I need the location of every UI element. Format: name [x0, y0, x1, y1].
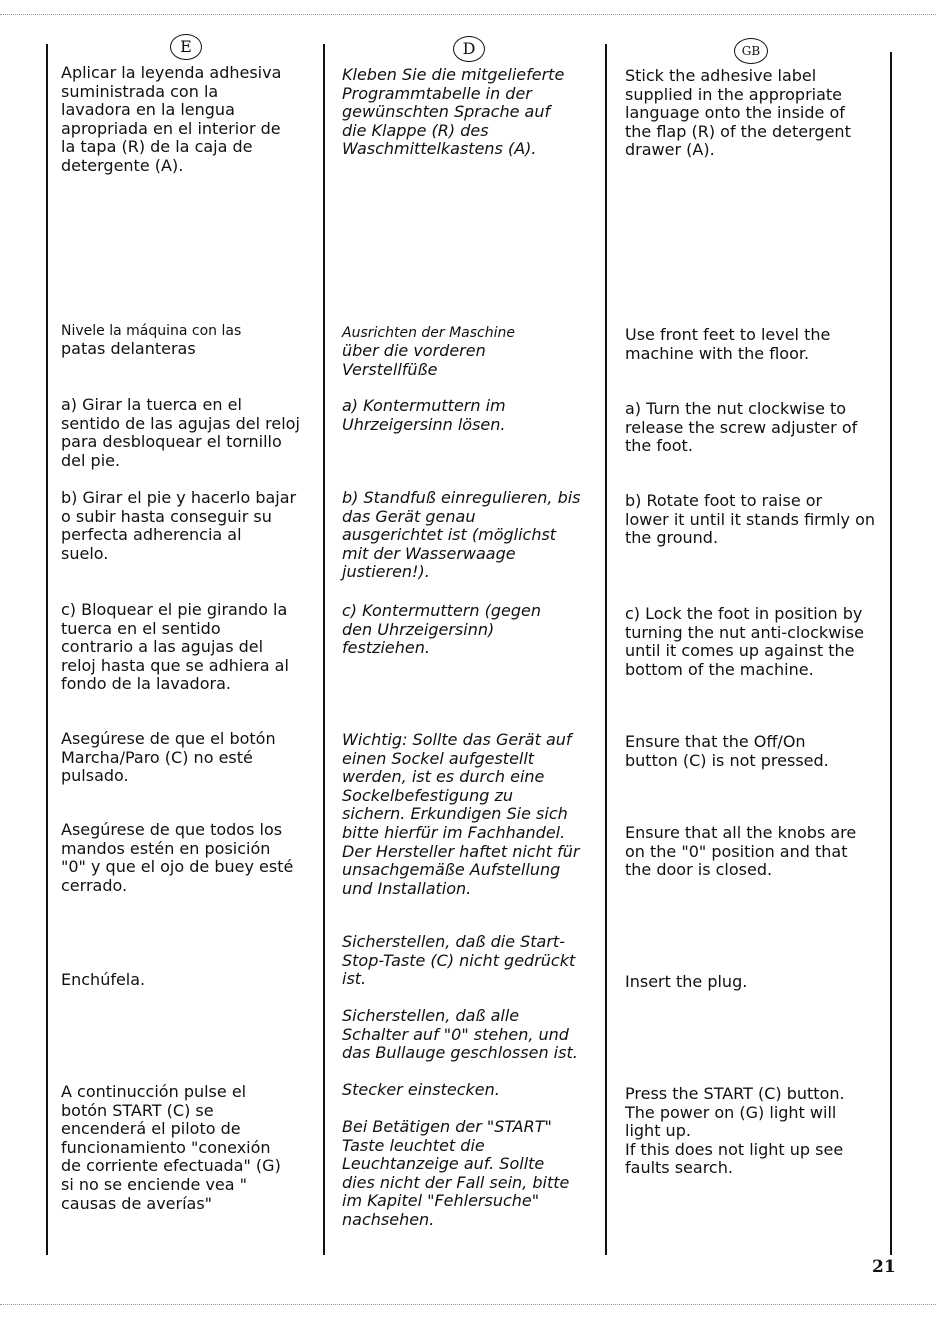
- gb-level-instruction: Use front feet to level the machine with the floor.: [625, 325, 831, 363]
- de-check-button: Sicherstellen, daß die Start- Stop-Taste (C) nicht gedrückt ist.: [342, 932, 576, 989]
- gb-label-instruction: Stick the adhesive label supplied in the appropriate language onto the inside of the flap (R) of the detergent drawer (A).: [625, 66, 851, 160]
- es-level-heading: Nivele la máquina con las: [61, 323, 242, 339]
- top-rule: [0, 14, 936, 15]
- column-rule-2: [605, 44, 607, 1255]
- de-step-c: c) Kontermuttern (gegen den Uhrzeigersinn) festziehen.: [342, 601, 541, 658]
- es-level-subheading: patas delanteras: [61, 339, 196, 358]
- language-badge-es: E: [170, 34, 202, 60]
- es-label-instruction: Aplicar la leyenda adhesiva suministrada con la lavadora en la lengua apropriada en el interior de la tapa (R) de la caja de detergente (A).: [61, 63, 282, 175]
- de-step-b: b) Standfuß einregulieren, bis das Gerät genau ausgerichtet ist (möglichst mit der Wasserwaage justieren!).: [342, 488, 581, 582]
- es-insert-plug: Enchúfela.: [61, 970, 146, 989]
- es-step-a: a) Girar la tuerca en el sentido de las agujas del reloj para desbloquear el tornillo del pie.: [61, 395, 300, 470]
- de-important-note: Wichtig: Sollte das Gerät auf einen Sockel aufgestellt werden, ist es durch eine Sockelbefestigung zu sichern. Erkundigen Sie sich bitte hierfür im Fachhandel. Der Hersteller haftet nicht für unsachgemäße Aufstellung und Installation.: [342, 730, 580, 898]
- es-check-knobs: Asegúrese de que todos los mandos estén en posición "0" y que el ojo de buey esté cerrado.: [61, 820, 294, 895]
- column-rule-1: [323, 44, 325, 1255]
- gb-check-button: Ensure that the Off/On button (C) is not pressed.: [625, 732, 829, 770]
- de-press-start: Bei Betätigen der "START" Taste leuchtet die Leuchtanzeige auf. Sollte dies nicht der Fall sein, bitte im Kapitel "Fehlersuche" nachsehen.: [342, 1117, 570, 1229]
- es-step-b: b) Girar el pie y hacerlo bajar o subir hasta conseguir su perfecta adherencia al suelo.: [61, 488, 297, 563]
- column-rule-right: [890, 52, 892, 1255]
- es-check-button: Asegúrese de que el botón Marcha/Paro (C) no esté pulsado.: [61, 729, 276, 786]
- de-insert-plug: Stecker einstecken.: [342, 1080, 500, 1099]
- page-number: 21: [872, 1257, 896, 1277]
- de-label-instruction: Kleben Sie die mitgelieferte Programmtabelle in der gewünschten Sprache auf die Klappe (R) des Waschmittelkastens (A).: [342, 65, 565, 159]
- es-step-c: c) Bloquear el pie girando la tuerca en el sentido contrario a las agujas del reloj hasta que se adhiera al fondo de la lavadora.: [61, 600, 289, 694]
- gb-step-b: b) Rotate foot to raise or lower it until it stands firmly on the ground.: [625, 491, 875, 548]
- gb-insert-plug: Insert the plug.: [625, 972, 748, 991]
- de-level-subheading: über die vorderen Verstellfüße: [342, 341, 486, 379]
- language-badge-gb: GB: [734, 38, 768, 64]
- de-step-a: a) Kontermuttern im Uhrzeigersinn lösen.: [342, 396, 506, 434]
- language-badge-de: D: [453, 36, 485, 62]
- column-rule-left: [46, 44, 48, 1255]
- gb-check-knobs: Ensure that all the knobs are on the "0" position and that the door is closed.: [625, 823, 857, 880]
- es-press-start: A continucción pulse el botón START (C) se encenderá el piloto de funcionamiento "conexión de corriente efectuada" (G) si no se enciende vea " causas de averías": [61, 1082, 281, 1213]
- gb-step-c: c) Lock the foot in position by turning the nut anti-clockwise until it comes up against the bottom of the machine.: [625, 604, 864, 679]
- gb-press-start: Press the START (C) button. The power on (G) light will light up. If this does not light up see faults search.: [625, 1084, 845, 1178]
- de-check-knobs: Sicherstellen, daß alle Schalter auf "0" stehen, und das Bullauge geschlossen ist.: [342, 1006, 578, 1063]
- bottom-rule: [0, 1304, 936, 1305]
- de-level-heading: Ausrichten der Maschine: [342, 325, 515, 341]
- gb-step-a: a) Turn the nut clockwise to release the screw adjuster of the foot.: [625, 399, 858, 456]
